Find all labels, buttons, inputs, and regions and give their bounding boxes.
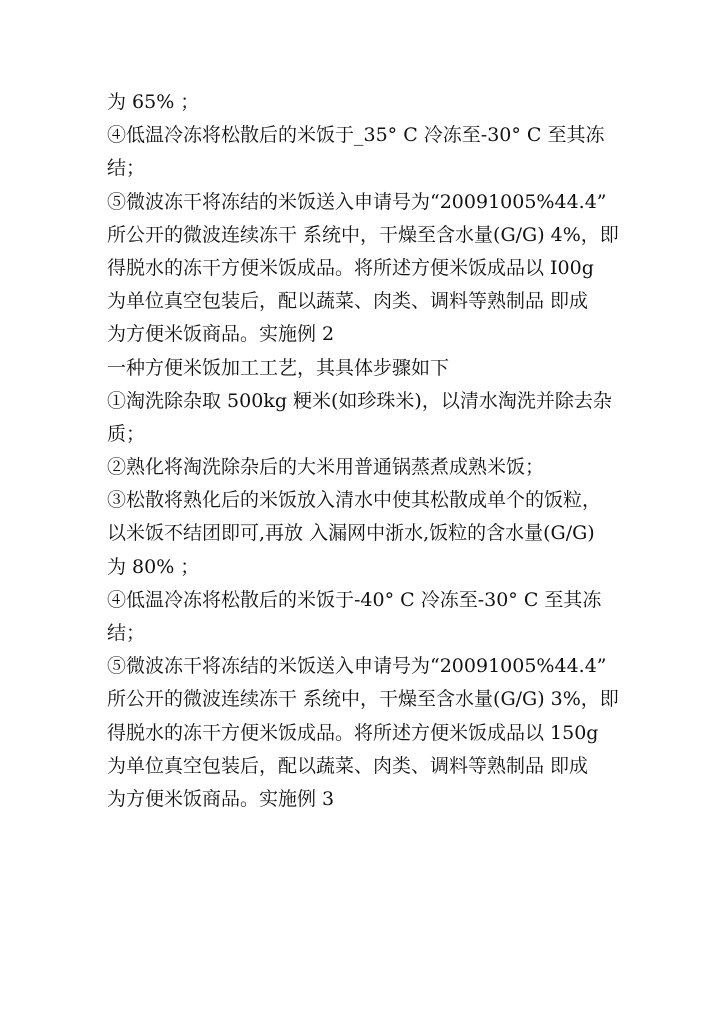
- text-line: 为方便米饭商品。实施例 3: [107, 787, 335, 810]
- text-line: 所公开的微波连续冻干 系统中，干燥至含水量(G/G) 3%，即: [107, 688, 619, 711]
- text-line: 为 65% ；: [107, 91, 200, 113]
- text-line: 为 80% ；: [107, 555, 200, 578]
- text-line: ③松散将熟化后的米饭放入清水中使其松散成单个的饭粒，: [107, 489, 602, 512]
- text-line: 为单位真空包装后，配以蔬菜、肉类、调料等熟制品 即成: [107, 290, 589, 313]
- text-line: ④低温冷冻将松散后的米饭于_35° C 冷冻至-30° C 至其冻: [107, 124, 605, 147]
- text-line: 为单位真空包装后，配以蔬菜、肉类、调料等熟制品 即成: [107, 754, 589, 777]
- text-line: ⑤微波冻干将冻结的米饭送入申请号为“20091005%44.4”: [107, 655, 607, 678]
- text-line: ④低温冷冻将松散后的米饭于-40° C 冷冻至-30° C 至其冻: [107, 588, 602, 611]
- text-line: 以米饭不结团即可,再放 入漏网中浙水,饭粒的含水量(G/G): [107, 522, 595, 545]
- text-line: 结；: [107, 157, 146, 180]
- text-line: 得脱水的冻干方便米饭成品。将所述方便米饭成品以 I00g: [107, 256, 594, 279]
- text-line: 所公开的微波连续冻干 系统中，干燥至含水量(G/G) 4%，即: [107, 223, 619, 246]
- text-line: ⑤微波冻干将冻结的米饭送入申请号为“20091005%44.4”: [107, 190, 607, 213]
- text-line: 结；: [107, 622, 146, 644]
- text-line: 质；: [107, 422, 146, 445]
- text-line: 为方便米饭商品。实施例 2: [107, 323, 335, 346]
- text-line: ①淘洗除杂取 500kg 粳米(如珍珠米)，以清水淘洗并除去杂: [107, 389, 612, 412]
- text-line: 得脱水的冻干方便米饭成品。将所述方便米饭成品以 150g: [107, 721, 599, 744]
- text-line: 一种方便米饭加工工艺，其具体步骤如下: [107, 356, 450, 379]
- document-body: [107, 86, 627, 816]
- text-line: ②熟化将淘洗除杂后的大米用普通锅蒸煮成熟米饭；: [107, 456, 545, 479]
